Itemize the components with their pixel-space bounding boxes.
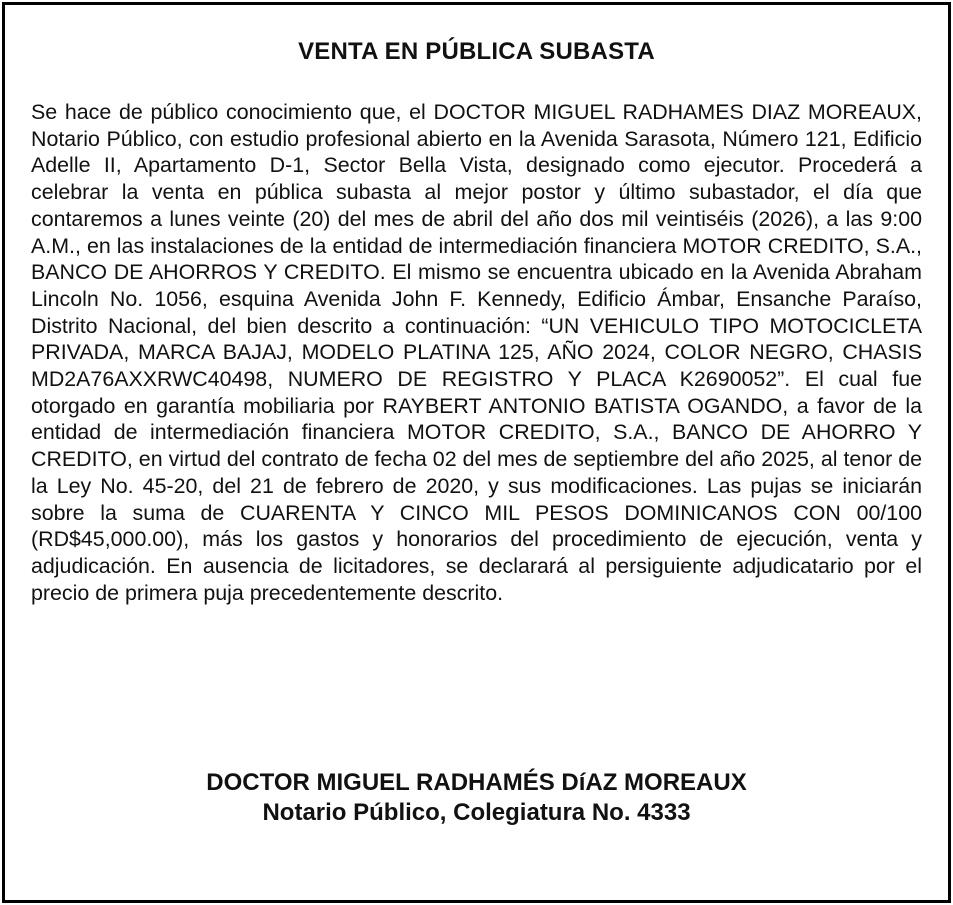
auction-notice xyxy=(2,2,951,903)
signature-block xyxy=(5,768,948,828)
notice-title: VENTA EN PÚBLICA SUBASTA xyxy=(298,38,655,65)
signatory-role: Notario Público, Colegiatura No. 4333 xyxy=(262,799,691,826)
signatory-name: DOCTOR MIGUEL RADHAMÉS DíAZ MOREAUX xyxy=(206,769,747,796)
notice-body: Se hace de público conocimiento que, el DOCTOR MIGUEL RADHAMES DIAZ MOREAUX, Notario Público, con estudio profesional abierto en la Avenida Sarasota, Número 121, Edificio Adelle II, Apartamento D-1, Sector Bella Vista, designado como ejecutor. Procederá a celebrar la venta en pública subasta al mejor postor y último subastador, el día que contaremos a lunes veinte (20) del mes de abril del año dos mil veintiséis (2026), a las 9:00 A.M., en las instalaciones de la entidad de intermediación financiera MOTOR CREDITO, S.A., BANCO DE AHORROS Y CREDITO. El mismo se encuentra ubicado en la Avenida Abraham Lincoln No. 1056, esquina Avenida John F. Kennedy, Edificio Ámbar, Ensanche Paraíso, Distrito Nacional, del bien descrito a continuación: “UN VEHICULO TIPO MOTOCICLETA PRIVADA, MARCA BAJAJ, MODELO PLATINA 125, AÑO 2024, COLOR NEGRO, CHASIS MD2A76AXXRWC40498, NUMERO DE REGISTRO Y PLACA K2690052”. El cual fue otorgado en garantía mobiliaria por RAYBERT ANTONIO BATISTA OGANDO, a favor de la entidad de intermediación financiera MOTOR CREDITO, S.A., BANCO DE AHORRO Y CREDITO, en virtud del contrato de fecha 02 del mes de septiembre del año 2025, al tenor de la Ley No. 45-20, del 21 de febrero de 2020, y sus modificaciones. Las pujas se iniciarán sobre la suma de CUARENTA Y CINCO MIL PESOS DOMINICANOS CON 00/100 (RD$45,000.00), más los gastos y honorarios del procedimiento de ejecución, venta y adjudicación. En ausencia de licitadores, se declarará al persiguiente adjudicatario por el precio de primera puja precedentemente descrito. xyxy=(31,100,922,605)
